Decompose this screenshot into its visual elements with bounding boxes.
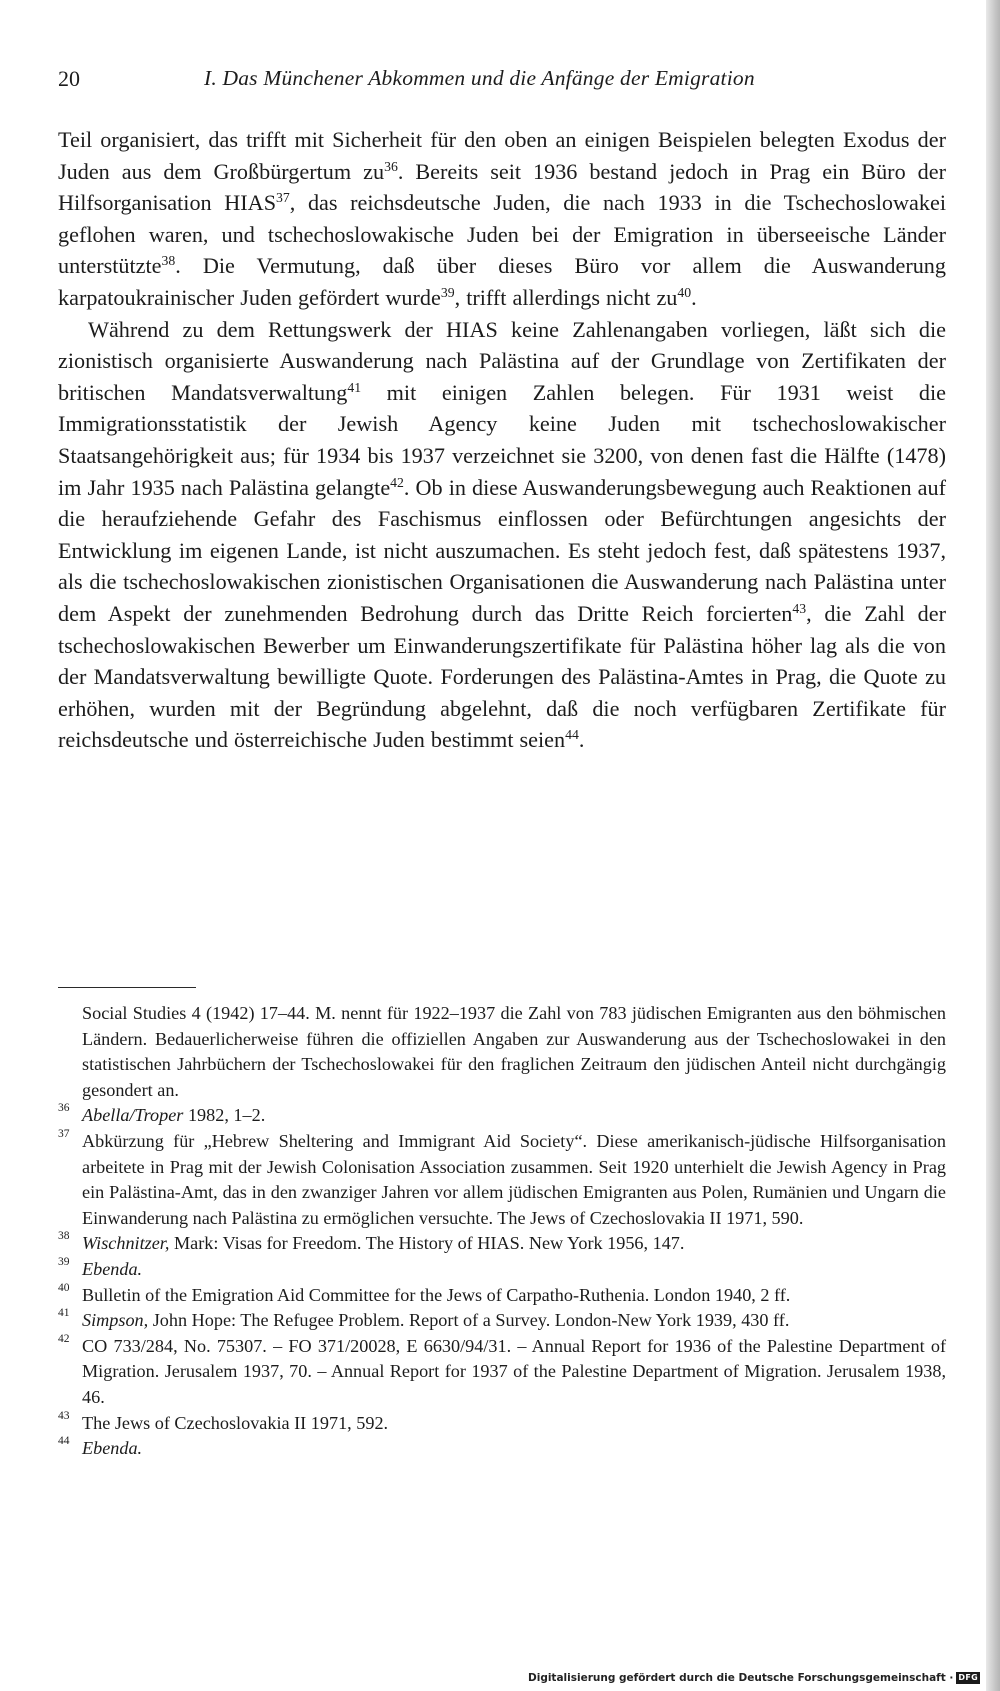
footnote-36	[58, 1103, 946, 1129]
footnote-divider	[58, 987, 196, 988]
footnote-number: 36	[58, 1102, 70, 1115]
footnote-author: Ebenda.	[82, 1258, 143, 1279]
footnote-author: Abella/Troper	[82, 1105, 184, 1126]
footnote-number: 41	[58, 1307, 70, 1320]
footnote-ref-40[interactable]: 40	[677, 285, 692, 300]
footnote-number: 42	[58, 1332, 70, 1345]
footnote-ref-42[interactable]: 42	[390, 474, 404, 490]
footnotes	[58, 1001, 946, 1462]
footnote-text: 1982, 1–2.	[183, 1105, 266, 1126]
text-segment: , die Zahl der tschechoslowakischen Bewerber um Einwanderungszertifikate für Palästina höher lag als die von der Mandatsverwaltung bewilligte Quote. Forderungen des Palästina-Amtes in Prag, die Quote zu erhöhen, wurden mit der Begründung abgelehnt, daß die noch verfügbaren Zertifikate für reichsdeutsche und österreichische Juden bestimmt seien	[58, 600, 946, 753]
footnote-number: 43	[58, 1409, 70, 1422]
footnote-number: 37	[58, 1127, 70, 1140]
text-segment: , trifft allerdings nicht zu	[454, 284, 678, 310]
footnote-number: 39	[58, 1255, 70, 1268]
footnote-ref-39[interactable]: 39	[440, 285, 455, 300]
text-segment: Teil organisiert, das trifft mit Sicherheit für den oben an einigen Beispielen belegten Exodus der Juden aus dem Großbürgertum zu	[58, 127, 946, 184]
text-segment: , das reichsdeutsche Juden, die nach 1933 in die Tschechoslowakei geflohen waren, und tschechoslowakische Juden bei der Emigration in überseeische Länder unterstützte	[58, 190, 946, 279]
text-segment: . Bereits seit 1936 bestand jedoch in Prag ein Büro der Hilfsorganisation HIAS	[58, 158, 946, 216]
text-segment: mit einigen Zahlen belegen. Für 1931 weist die Immigrationsstatistik der Jewish Agency keine Juden mit tschechoslowakischer Staatsangehörigkeit aus; für 1934 bis 1937 verzeichnet sie 3200, von denen fast die Hälfte (1478) im Jahr 1935 nach Palästina gelangte	[58, 379, 946, 500]
text-segment: . Ob in diese Auswanderungsbewegung auch Reaktionen auf die heraufziehende Gefahr des Faschismus einflossen oder Befürchtungen angesichts der Entwicklung im eigenen Lande, ist nicht auszumachen. Es steht jedoch fest, daß spätestens 1937, als die tschechoslowakischen zionistischen Organisationen die Auswanderung nach Palästina unter dem Aspekt der zunehmenden Bedrohung durch das Dritte Reich forcierten	[58, 474, 946, 626]
footnote-44	[58, 1436, 946, 1462]
footnote-ref-36[interactable]: 36	[384, 158, 398, 174]
footnote-ref-44[interactable]: 44	[565, 727, 579, 743]
footnote-43	[58, 1411, 946, 1437]
running-title: I. Das Münchener Abkommen und die Anfänge der Emigration	[204, 66, 755, 90]
footnote-text: The Jews of Czechoslovakia II 1971, 592.	[82, 1412, 389, 1433]
footnote-ref-43[interactable]: 43	[792, 600, 807, 616]
footnote-continuation: Social Studies 4 (1942) 17–44. M. nennt für 1922–1937 die Zahl von 783 jüdischen Emigranten aus den böhmischen Ländern. Bedauerlicherweise führen die offiziellen Angaben zur Auswanderung aus der Tschechoslowakei in den statistischen Jahrbüchern der Tschechoslowakei für den fraglichen Zeitraum den jüdischen Anteil nicht durchgängig gesondert an.	[82, 1003, 946, 1100]
footnote-text: Mark: Visas for Freedom. The History of HIAS. New York 1956, 147.	[169, 1233, 685, 1254]
footnote-author: Wischnitzer,	[82, 1233, 170, 1254]
paragraph-2	[58, 314, 946, 756]
footnote-37	[58, 1129, 946, 1231]
footnote-text: Abkürzung für „Hebrew Sheltering and Immigrant Aid Society“. Diese amerikanisch-jüdische Hilfsorganisation arbeitete in Prag mit der Jewish Colonisation Association zusammen. Seit 1920 unterhielt die Jewish Agency in Prag ein Palästina-Amt, das in den zwanziger Jahren vor allem jüdischen Emigranten aus Polen, Rumänien und Ungarn die Einwanderung nach Palästina zu ermöglichen versuchte. The Jews of Czechoslovakia II 1971, 590.	[82, 1130, 946, 1228]
main-text	[58, 124, 946, 756]
footnote-author: Simpson,	[82, 1310, 149, 1331]
footnote-40	[58, 1283, 946, 1309]
footnote-ref-41[interactable]: 41	[347, 379, 362, 395]
page-edge-shadow	[986, 0, 1000, 1691]
footnote-ref-38[interactable]: 38	[161, 253, 176, 269]
footnote-number: 44	[58, 1435, 70, 1448]
footnote-text: CO 733/284, No. 75307. – FO 371/20028, E 6630/94/31. – Annual Report for 1936 of the Palestine Department of Migration. Jerusalem 1937, 70. – Annual Report for 1937 of the Palestine Department of Migration. Jerusalem 1938, 46.	[82, 1335, 946, 1407]
text-segment: Während zu dem Rettungswerk der HIAS keine Zahlenangaben vorliegen, läßt sich die zionistisch organisierte Auswanderung nach Palästina auf der Grundlage von Zertifikaten der britischen Mandatsverwaltung	[58, 316, 946, 405]
footnote-41	[58, 1308, 946, 1334]
text-segment: . Die Vermutung, daß über dieses Büro vor allem die Auswanderung karpatoukrainischer Juden gefördert wurde	[58, 253, 946, 310]
footnote-text: Bulletin of the Emigration Aid Committee for the Jews of Carpatho-Ruthenia. London 1940, 2 ff.	[82, 1284, 791, 1305]
footnote-author: Ebenda.	[82, 1438, 143, 1459]
dfg-logo: DFG	[958, 1673, 978, 1682]
credit-text: Digitalisierung gefördert durch die Deutsche Forschungsgemeinschaft ·	[528, 1672, 954, 1684]
footnote-number: 40	[58, 1281, 70, 1294]
footnote-39	[58, 1257, 946, 1283]
footnote-42	[58, 1334, 946, 1411]
page-number: 20	[58, 66, 80, 91]
paragraph-1	[58, 124, 946, 314]
text-segment: .	[578, 727, 585, 753]
footnote-text: John Hope: The Refugee Problem. Report of a Survey. London-New York 1939, 430 ff.	[148, 1310, 790, 1331]
footnote-ref-37[interactable]: 37	[276, 190, 290, 206]
text-segment: .	[691, 284, 697, 310]
digitization-credit	[528, 1671, 980, 1685]
page-header	[58, 62, 946, 92]
footnote-number: 38	[58, 1230, 70, 1243]
footnote-38	[58, 1231, 946, 1257]
